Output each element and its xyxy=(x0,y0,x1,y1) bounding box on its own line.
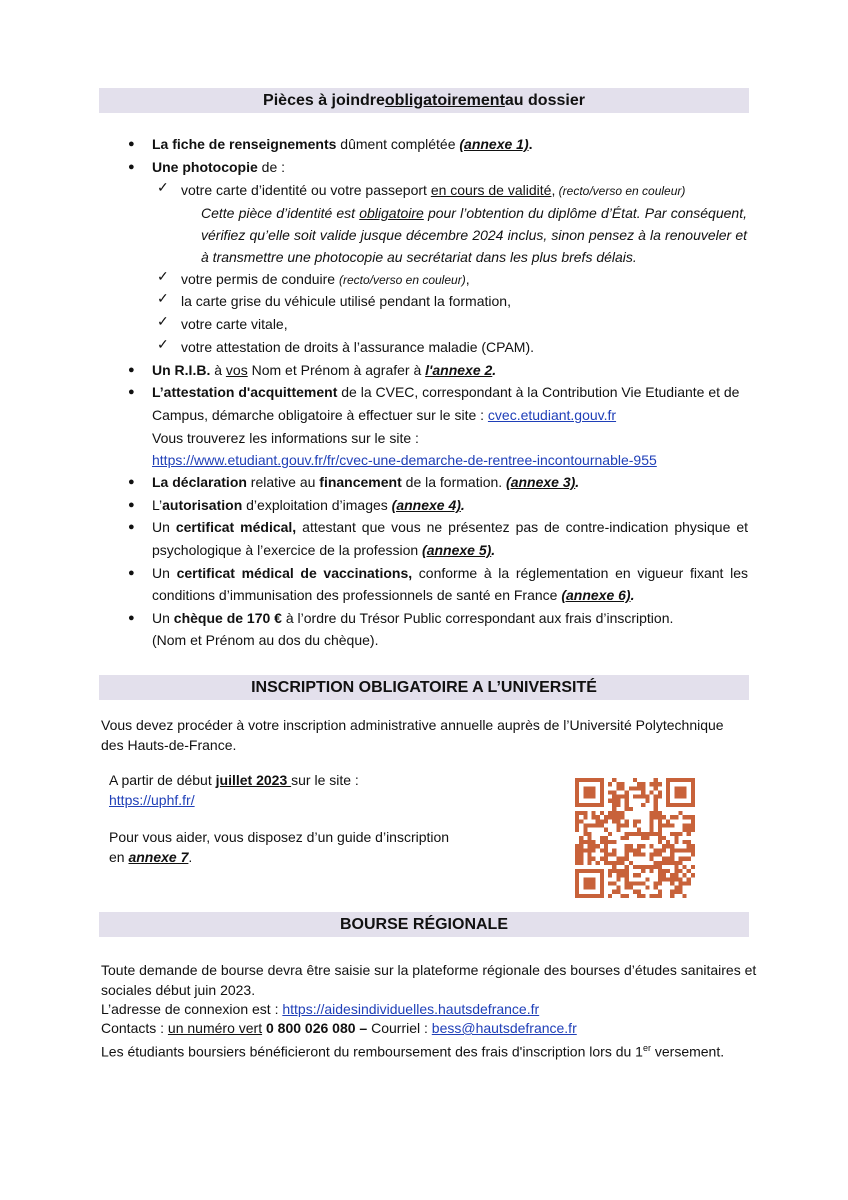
bullet-icon: ● xyxy=(128,161,135,173)
start-post: sur le site : xyxy=(291,772,359,788)
address-link[interactable]: https://aidesindividuelles.hautsdefrance.fr xyxy=(282,1001,540,1017)
vaccins-bold: certificat médical de vaccinations, xyxy=(176,565,413,581)
sublist-item-carte-grise: la carte grise du véhicule utilisé pendant la formation, xyxy=(181,293,511,309)
cvec-link[interactable]: cvec.etudiant.gouv.fr xyxy=(487,407,617,423)
identite-text: votre carte d’identité ou votre passeport xyxy=(181,182,431,198)
last-post: versement. xyxy=(650,1043,725,1060)
vaccins-text2: conditions d’immunisation des professionnels de santé en France xyxy=(152,587,562,603)
permis-small: (recto/verso en couleur) xyxy=(338,273,466,287)
rib-bold: Un R.I.B. xyxy=(152,362,211,378)
autorisation-post: d’exploitation d’images xyxy=(242,497,392,513)
certificat-bold: certificat médical, xyxy=(175,519,297,535)
rib-underlined: vos xyxy=(225,362,248,378)
qr-code-icon[interactable] xyxy=(575,778,695,898)
note-underlined: obligatoire xyxy=(359,205,424,221)
declaration-bold: La déclaration xyxy=(152,474,247,490)
guide-end: . xyxy=(188,849,193,865)
photocopie-text: de : xyxy=(257,159,286,175)
bullet-icon: ● xyxy=(128,499,135,511)
bullet-icon: ● xyxy=(128,138,135,150)
uphf-link-row xyxy=(109,790,195,810)
start-pre: A partir de début xyxy=(109,772,216,788)
last-pre: Les étudiants boursiers bénéficieront du remboursement des frais d'inscription lors du 1 xyxy=(101,1043,643,1060)
bourse-line2: sociales début juin 2023. xyxy=(101,982,256,998)
bourse-line1: Toute demande de bourse devra être saisie sur la plateforme régionale des bourses d’études sanitaires et xyxy=(101,962,757,978)
bullet-icon: ● xyxy=(128,567,135,579)
declaration-pre: relative au xyxy=(246,474,320,490)
sublist-item-permis xyxy=(181,269,470,290)
identite-comma: , xyxy=(551,182,556,198)
list-item-cvec-line2 xyxy=(152,405,616,425)
start-date: juillet 2023 xyxy=(215,772,292,788)
sublist-item-identite xyxy=(181,180,685,201)
fiche-text: dûment complétée xyxy=(336,136,460,152)
pieces-title-post: au dossier xyxy=(504,91,585,109)
rib-annexe: l'annexe 2 xyxy=(425,362,493,378)
rib-pre: à xyxy=(210,362,226,378)
certificat-end: . xyxy=(491,542,496,558)
checkmark-icon: ✓ xyxy=(157,336,169,352)
rib-end: . xyxy=(492,362,497,378)
fiche-bold: La fiche de renseignements xyxy=(152,136,337,152)
certificat-text2: psychologique à l’exercice de la profession xyxy=(152,542,423,558)
inscription-intro-line1: Vous devez procéder à votre inscription administrative annuelle auprès de l’Université Polytechnique xyxy=(101,717,724,733)
permis-end: , xyxy=(465,271,470,287)
vaccins-annexe: (annexe 6) xyxy=(561,587,631,603)
list-item-declaration xyxy=(152,472,579,492)
autorisation-bold: autorisation xyxy=(162,497,243,513)
pieces-title-pre: Pièces à joindre xyxy=(263,91,385,109)
section-header-inscription: INSCRIPTION OBLIGATOIRE A L’UNIVERSITÉ xyxy=(99,675,749,700)
contacts-phone: 0 800 026 080 – xyxy=(262,1020,368,1036)
section-header-pieces xyxy=(99,88,749,113)
declaration-annexe: (annexe 3) xyxy=(506,474,576,490)
identite-note xyxy=(201,202,747,268)
cvec-info-link-row xyxy=(152,450,657,470)
permis-text: votre permis de conduire xyxy=(181,271,339,287)
cheque-text1: à l’ordre du Trésor Public correspondant aux frais d’inscription. xyxy=(281,610,674,626)
autorisation-pre: L’ xyxy=(152,497,163,513)
note-pre: Cette pièce d’identité est xyxy=(201,205,360,221)
vaccins-end: . xyxy=(630,587,635,603)
list-item-rib xyxy=(152,360,496,380)
checkmark-icon: ✓ xyxy=(157,313,169,329)
declaration-bold2: financement xyxy=(319,474,402,490)
cheque-pre: Un xyxy=(152,610,174,626)
list-item-cvec-line1 xyxy=(152,382,739,402)
uphf-link[interactable]: https://uphf.fr/ xyxy=(109,792,195,808)
inscription-intro-line2: des Hauts-de-France. xyxy=(101,737,237,753)
last-sup: er xyxy=(642,1043,651,1053)
fiche-end: . xyxy=(528,136,533,152)
bullet-icon: ● xyxy=(128,521,135,533)
guide-annexe: annexe 7 xyxy=(128,849,189,865)
bullet-icon: ● xyxy=(128,612,135,624)
bourse-address xyxy=(101,999,539,1019)
contacts-mid: Courriel : xyxy=(367,1020,432,1036)
cvec-text1: de la CVEC, correspondant à la Contribution Vie Etudiante et de xyxy=(337,384,740,400)
list-item-photocopie xyxy=(152,157,285,177)
list-item-cheque-line2: (Nom et Prénom au dos du chèque). xyxy=(152,632,379,648)
cvec-text2: Campus, démarche obligatoire à effectuer sur le site : xyxy=(152,407,488,423)
bullet-icon: ● xyxy=(128,364,135,376)
list-item-vaccins-line2 xyxy=(152,585,634,605)
vaccins-pre: Un xyxy=(152,565,177,581)
autorisation-annexe: (annexe 4) xyxy=(391,497,461,513)
sublist-item-cpam: votre attestation de droits à l’assurance maladie (CPAM). xyxy=(181,339,535,355)
cvec-bold: L’attestation d'acquittement xyxy=(152,384,338,400)
list-item-autorisation xyxy=(152,495,465,515)
declaration-post: de la formation. xyxy=(401,474,507,490)
bourse-contacts xyxy=(101,1018,577,1038)
bourse-last-line xyxy=(101,1038,724,1062)
list-item-cheque-line1 xyxy=(152,608,673,628)
rib-post: Nom et Prénom à agrafer à xyxy=(247,362,426,378)
certificat-text1: attestant que vous ne présentez pas de contre-indication physique et xyxy=(296,519,748,535)
declaration-end: . xyxy=(575,474,580,490)
cheque-bold: chèque de 170 € xyxy=(173,610,282,626)
address-pre: L’adresse de connexion est : xyxy=(101,1001,283,1017)
certificat-pre: Un xyxy=(152,519,176,535)
autorisation-end: . xyxy=(460,497,465,513)
section-header-bourse: BOURSE RÉGIONALE xyxy=(99,912,749,937)
note-post: pour l’obtention du diplôme d’État. Par conséquent, vérifiez qu’elle soit valide jusque décembre 2024 inclus, sinon pensez à la renouveler et à transmettre une photocopie au secrétariat dans les plus brefs délais. xyxy=(201,205,747,265)
contacts-green-number: un numéro vert xyxy=(167,1020,263,1036)
inscription-start xyxy=(109,770,359,790)
list-item-certificat-line1 xyxy=(152,517,748,537)
checkmark-icon: ✓ xyxy=(157,179,169,195)
checkmark-icon: ✓ xyxy=(157,268,169,284)
fiche-annexe: (annexe 1) xyxy=(459,136,529,152)
list-item-certificat-line2 xyxy=(152,540,495,560)
pieces-title-underlined: obligatoirement xyxy=(384,91,505,109)
cvec-info-link[interactable]: https://www.etudiant.gouv.fr/fr/cvec-une-demarche-de-rentree-incontournable-955 xyxy=(152,452,657,468)
bullet-icon: ● xyxy=(128,476,135,488)
guide-line2 xyxy=(109,847,192,867)
certificat-annexe: (annexe 5) xyxy=(422,542,492,558)
guide-line1: Pour vous aider, vous disposez d’un guide d’inscription xyxy=(109,829,450,845)
identite-underlined: en cours de validité xyxy=(430,182,552,198)
guide-pre: en xyxy=(109,849,129,865)
list-item-vaccins-line1 xyxy=(152,563,748,583)
contacts-email-link[interactable]: bess@hautsdefrance.fr xyxy=(431,1020,577,1036)
photocopie-bold: Une photocopie xyxy=(152,159,258,175)
bullet-icon: ● xyxy=(128,386,135,398)
contacts-pre: Contacts : xyxy=(101,1020,168,1036)
cvec-info-text: Vous trouverez les informations sur le site : xyxy=(152,430,419,446)
identite-small: (recto/verso en couleur) xyxy=(555,184,686,198)
vaccins-text1: conforme à la réglementation en vigueur fixant les xyxy=(412,565,748,581)
checkmark-icon: ✓ xyxy=(157,290,169,306)
sublist-item-vitale: votre carte vitale, xyxy=(181,316,288,332)
list-item-fiche xyxy=(152,134,533,154)
